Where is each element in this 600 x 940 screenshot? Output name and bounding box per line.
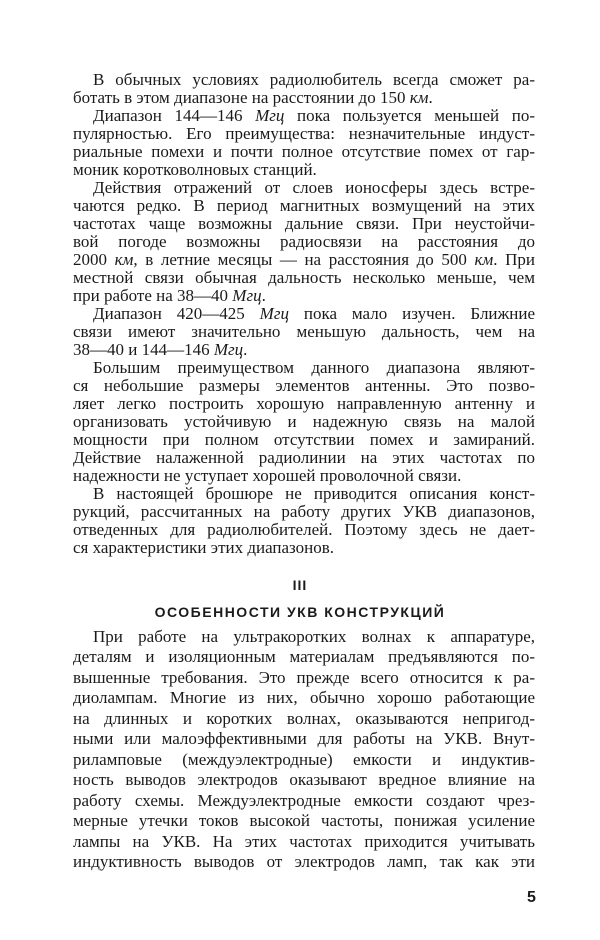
text-line: [73, 689, 535, 707]
text-segment: км: [474, 250, 494, 269]
text-segment: деталям и изоляционным материалам предъявляются по-: [73, 647, 535, 667]
text-segment: вышенные требования. Это прежде всего относится к ра-: [73, 667, 535, 687]
text-segment: мощности при полном отсутствии помех и замираний.: [73, 430, 535, 449]
text-line: [93, 485, 535, 503]
text-line: [73, 467, 535, 485]
text-segment: пока мало изучен. Ближние: [288, 304, 536, 323]
text-segment: Мгц: [255, 106, 285, 125]
text-segment: В настоящей брошюре не приводится описания конст-: [93, 484, 535, 503]
text-line: [73, 377, 535, 395]
text-segment: 38—40 и 144—146: [73, 340, 214, 359]
text-segment: пока пользуется меньшей по-: [284, 106, 535, 125]
text-segment: .: [261, 286, 266, 305]
text-line: [73, 710, 535, 728]
text-line: [93, 179, 535, 197]
text-segment: В обычных условиях радиолюбитель всегда сможет ра-: [93, 70, 535, 89]
text-line: [73, 125, 535, 143]
text-line: [73, 669, 535, 687]
text-segment: связи имеют значительно меньшую дальность, чем на: [73, 322, 535, 341]
text-segment: чаются редко. В период магнитных возмущений на этих: [73, 196, 535, 215]
text-segment: риальные помехи и почти полное отсутствие помех от гар-: [73, 142, 535, 161]
text-line: [93, 359, 535, 377]
text-line: [73, 287, 535, 305]
text-segment: ся характеристики этих диапазонов.: [73, 538, 335, 557]
text-line: [93, 71, 535, 89]
text-segment: ными или малоэффективными для работы на УКВ. Внут-: [73, 729, 535, 749]
text-segment: моник коротковолновых станций.: [73, 160, 317, 179]
text-segment: работу схемы. Междуэлектродные емкости создают чрез-: [73, 790, 535, 810]
text-line: [73, 521, 535, 539]
text-line: [73, 233, 535, 251]
text-segment: ность выводов электродов оказывают вредное влияние на: [73, 770, 535, 790]
text-segment: .: [428, 88, 433, 107]
text-segment: .: [243, 340, 248, 359]
text-segment: Мгц: [232, 286, 262, 305]
text-line: [73, 269, 535, 287]
text-line: [73, 730, 535, 748]
text-segment: 2000: [73, 250, 115, 269]
text-segment: риламповые (междуэлектродные) емкости и индуктив-: [73, 749, 535, 769]
text-line: [73, 413, 535, 431]
text-line: [73, 323, 535, 341]
text-segment: . При: [493, 250, 535, 269]
text-line: [73, 251, 535, 269]
text-line: [73, 751, 535, 769]
text-line: [73, 431, 535, 449]
text-segment: при работе на 38—40: [73, 286, 233, 305]
text-segment: индуктивность выводов от электродов ламп, так как эти: [73, 851, 535, 871]
text-segment: ботать в этом диапазоне на расстоянии до 150: [73, 88, 410, 107]
text-segment: км: [409, 88, 429, 107]
text-segment: Мгц: [213, 340, 244, 359]
text-line: [93, 628, 535, 646]
text-line: [73, 449, 535, 467]
text-segment: Действие налаженной радиолинии на этих частотах по: [73, 448, 535, 467]
text-segment: вой погоде возможны радиосвязи на расстояния до: [73, 232, 535, 251]
text-segment: местной связи обычная дальность несколько меньше, чем: [73, 268, 535, 287]
text-line: [73, 853, 535, 871]
text-line: [73, 395, 535, 413]
text-segment: надежности не уступает хорошей проволочной связи.: [73, 466, 462, 485]
text-line: [73, 792, 535, 810]
text-segment: Большим преимуществом данного диапазона являют-: [93, 358, 535, 377]
text-line: [73, 833, 535, 851]
text-line: [73, 503, 535, 521]
text-line: [73, 771, 535, 789]
text-line: [73, 215, 535, 233]
text-line: [73, 648, 535, 666]
text-line: [73, 89, 535, 107]
text-line: [73, 143, 535, 161]
text-segment: Диапазон 420—425: [93, 304, 260, 323]
text-segment: рукций, рассчитанных на работу других УКВ диапазонов,: [73, 502, 535, 521]
text-segment: км: [114, 250, 134, 269]
text-segment: ляет легко построить хорошую направленную антенну и: [73, 394, 535, 413]
text-segment: диолампам. Многие из них, обычно хорошо работающие: [73, 688, 535, 708]
text-line: [73, 341, 535, 359]
text-segment: , в летние месяцы — на расстояния до 500: [133, 250, 475, 269]
text-segment: пулярностью. Его преимущества: незначительные индуст-: [73, 124, 535, 143]
text-segment: Мгц: [259, 304, 289, 323]
text-segment: частотах чаще возможны дальние связи. При неустойчи-: [73, 214, 535, 233]
text-line: [73, 812, 535, 830]
text-line: [73, 539, 535, 557]
text-segment: мерные утечки токов высокой частоты, понижая усиление: [73, 811, 535, 831]
text-line: [93, 305, 535, 323]
text-line: [93, 107, 535, 125]
page-number: 5: [527, 889, 536, 906]
text-segment: на длинных и коротких волнах, оказываются непригод-: [73, 708, 535, 728]
text-segment: лампы на УКВ. На этих частотах приходится учитывать: [73, 831, 535, 851]
text-segment: Действия отражений от слоев ионосферы здесь встре-: [93, 178, 535, 197]
text-line: [73, 197, 535, 215]
text-segment: Диапазон 144—146: [93, 106, 256, 125]
text-segment: При работе на ультракоротких волнах к аппаратуре,: [93, 627, 535, 646]
text-line: [73, 161, 535, 179]
text-segment: ся небольшие размеры элементов антенны. Это позво-: [73, 376, 535, 395]
text-segment: организовать устойчивую и надежную связь на малой: [73, 412, 535, 431]
text-segment: отведенных для радиолюбителей. Поэтому здесь не дает-: [73, 520, 535, 539]
section-number: III: [292, 577, 308, 593]
section-title: ОСОБЕННОСТИ УКВ КОНСТРУКЦИЙ: [154, 604, 446, 620]
